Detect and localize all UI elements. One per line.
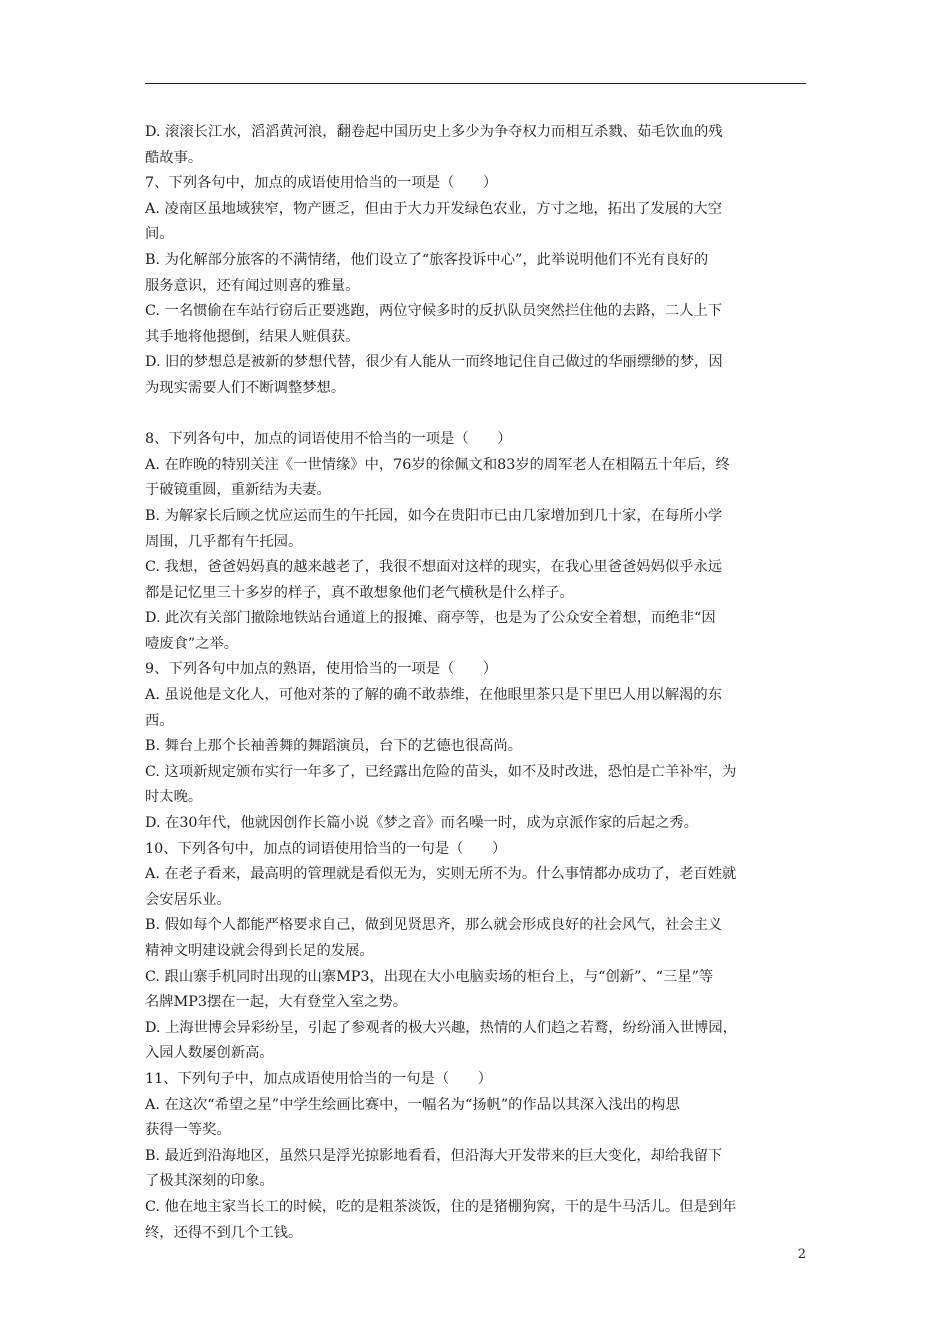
text-line: 入园人数屡创新高。 — [145, 1045, 274, 1062]
text-line: 名牌MP3摆在一起，大有登堂入室之势。 — [145, 994, 408, 1011]
text-line: 会安居乐业。 — [145, 891, 231, 908]
text-line: 时太晚。 — [145, 789, 203, 806]
page-number: 2 — [797, 1247, 806, 1262]
text-line: B. 最近到沿海地区，虽然只是浮光掠影地看看，但沿海大开发带来的巨大变化，却给我留下 — [145, 1147, 723, 1164]
text-line: A. 虽说他是文化人，可他对茶的了解的确不敢恭维，在他眼里茶只是下里巴人用以解渴的东 — [145, 687, 722, 704]
text-line: A. 在昨晚的特别关注《一世情缘》中，76岁的徐佩文和83岁的周军老人在相隔五十年后，终 — [145, 456, 730, 473]
text-line: B. 舞台上那个长袖善舞的舞蹈演员，台下的艺德也很高尚。 — [145, 738, 523, 755]
text-line: 精神文明建设就会得到长足的发展。 — [145, 943, 374, 959]
question-7-stem: 7、下列各句中，加点的成语使用恰当的一项是（ ） — [145, 175, 498, 192]
text-line: C. 一名惯偷在车站行窃后正要逃跑，两位守候多时的反扒队员突然拦住他的去路，二人上下 — [145, 303, 723, 320]
blank-line — [145, 402, 810, 428]
text-line: 服务意识，还有闻过则喜的雅量。 — [145, 277, 360, 294]
text-line: D. 上海世博会异彩纷呈，引起了参观者的极大兴趣，热情的人们趋之若鹜，纷纷涌入世博园， — [145, 1019, 737, 1036]
text-line: 西。 — [145, 712, 174, 729]
text-line: 获得一等奖。 — [145, 1122, 231, 1139]
text-line: 了极其深刻的印象。 — [145, 1173, 274, 1190]
text-line: D. 此次有关部门撤除地铁站台通道上的报摊、商亭等，也是为了公众安全着想，而绝非“因 — [145, 610, 716, 627]
text-line: 为现实需要人们不断调整梦想。 — [145, 379, 346, 396]
text-line: A. 在老子看来，最高明的管理就是看似无为，实则无所不为。什么事情都办成功了，老百姓就 — [145, 866, 737, 883]
text-line: B. 假如每个人都能严格要求自己，做到见贤思齐，那么就会形成良好的社会风气，社会主义 — [145, 917, 723, 934]
question-8-stem: 8、下列各句中，加点的词语使用不恰当的一项是（ ） — [145, 431, 512, 448]
text-line: 都是记忆里三十多岁的样子，真不敢想象他们老气横秋是什么样子。 — [145, 584, 574, 601]
question-9-stem: 9、下列各句中加点的熟语，使用恰当的一项是（ ） — [145, 661, 498, 678]
question-10-stem: 10、下列各句中，加点的词语使用恰当的一句是（ ） — [145, 840, 507, 857]
document-body — [145, 120, 810, 1246]
header-rule — [145, 83, 806, 84]
question-11-stem: 11、下列句子中，加点成语使用恰当的一句是（ ） — [145, 1070, 493, 1087]
text-line: B. 为化解部分旅客的不满情绪，他们设立了“旅客投诉中心”，此举说明他们不光有良好的 — [145, 251, 709, 268]
text-line: 酷故事。 — [145, 149, 203, 166]
text-line: 噎废食”之举。 — [145, 635, 239, 652]
text-line: 间。 — [145, 226, 174, 243]
text-line: B. 为解家长后顾之忧应运而生的午托园，如今在贵阳市已由几家增加到几十家，在每所小学 — [145, 507, 723, 524]
text-line: D. 在30年代，他就因创作长篇小说《梦之音》而名噪一时，成为京派作家的后起之秀。 — [145, 815, 698, 832]
text-line: A. 在这次“希望之星”中学生绘画比赛中，一幅名为“扬帆”的作品以其深入浅出的构思 — [145, 1096, 680, 1113]
text-line: C. 他在地主家当长工的时候，吃的是粗茶淡饭，住的是猪棚狗窝，干的是牛马活儿。但是到年 — [145, 1198, 737, 1215]
text-line: D. 旧的梦想总是被新的梦想代替，很少有人能从一而终地记住自己做过的华丽缥缈的梦，因 — [145, 354, 723, 371]
text-line: 周围，几乎都有午托园。 — [145, 533, 303, 550]
text-line: 其手地将他摁倒，结果人赃俱获。 — [145, 328, 360, 345]
text-line: C. 这项新规定颁布实行一年多了，已经露出危险的苗头，如不及时改进，恐怕是亡羊补牢，为 — [145, 763, 737, 780]
text-line: 终，还得不到几个工钱。 — [145, 1224, 303, 1241]
text-line: C. 我想，爸爸妈妈真的越来越老了，我很不想面对这样的现实，在我心里爸爸妈妈似乎永远 — [145, 559, 723, 576]
text-line: 于破镜重圆，重新结为夫妻。 — [145, 482, 331, 499]
text-line: C. 跟山寨手机同时出现的山寨MP3，出现在大小电脑卖场的柜台上，与“创新”、“三星”等 — [145, 968, 714, 985]
text-line: D. 滚滚长江水，滔滔黄河浪，翻卷起中国历史上多少为争夺权力而相互杀戮、茹毛饮血的残 — [145, 124, 723, 140]
text-line: A. 凌南区虽地域狭窄，物产匮乏，但由于大力开发绿色农业，方寸之地，拓出了发展的大空 — [145, 200, 722, 217]
